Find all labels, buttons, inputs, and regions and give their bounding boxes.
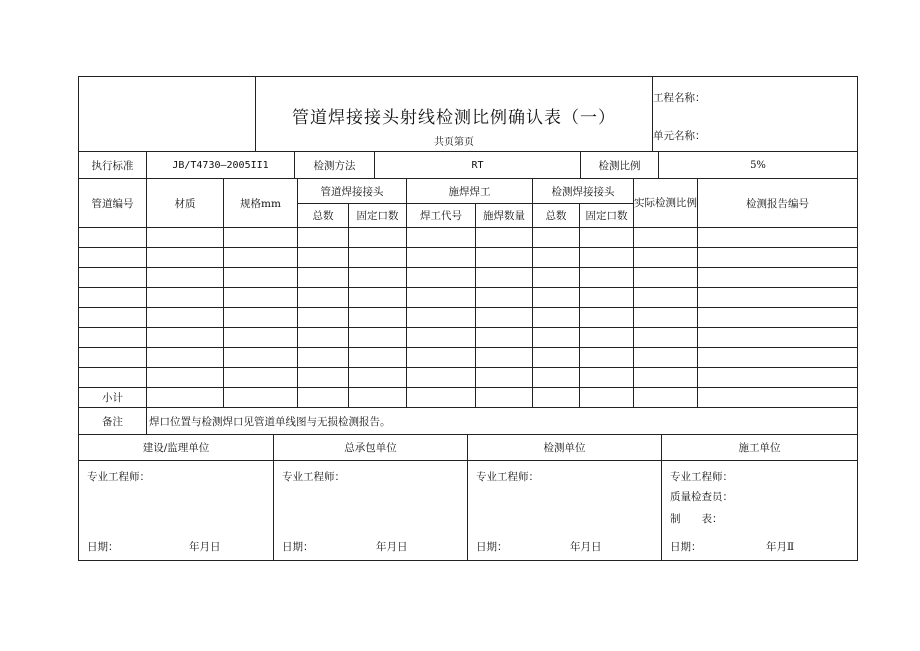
signature-date-label: 日期： xyxy=(282,541,314,553)
col-welder-group: 施焊焊工 xyxy=(407,179,533,204)
table-cell[interactable] xyxy=(476,248,533,268)
table-cell[interactable] xyxy=(298,228,349,248)
table-cell[interactable] xyxy=(79,348,147,368)
table-cell[interactable] xyxy=(533,368,580,388)
table-cell[interactable] xyxy=(79,288,147,308)
table-cell[interactable] xyxy=(634,308,698,328)
table-row xyxy=(79,248,858,268)
table-cell[interactable] xyxy=(580,228,634,248)
table-cell[interactable] xyxy=(349,268,407,288)
table-cell[interactable] xyxy=(580,328,634,348)
signature-line: 专业工程师： xyxy=(476,471,539,483)
table-cell[interactable] xyxy=(407,228,476,248)
subtotal-label: 小计 xyxy=(79,388,147,408)
table-cell[interactable] xyxy=(580,388,634,408)
table-cell[interactable] xyxy=(533,268,580,288)
table-cell[interactable] xyxy=(476,228,533,248)
table-cell[interactable] xyxy=(533,308,580,328)
signature-line: 专业工程师： xyxy=(282,471,345,483)
table-cell[interactable] xyxy=(224,368,298,388)
col-inspect-group: 检测焊接接头 xyxy=(533,179,634,204)
col-material: 材质 xyxy=(147,179,224,228)
table-cell[interactable] xyxy=(533,288,580,308)
table-cell[interactable] xyxy=(349,348,407,368)
table-cell[interactable] xyxy=(533,348,580,368)
table-cell[interactable] xyxy=(634,228,698,248)
table-cell[interactable] xyxy=(298,328,349,348)
table-cell[interactable] xyxy=(698,248,858,268)
title-cell xyxy=(256,77,653,152)
table-cell[interactable] xyxy=(634,268,698,288)
table-cell[interactable] xyxy=(533,228,580,248)
table-cell[interactable] xyxy=(634,388,698,408)
table-cell[interactable] xyxy=(79,268,147,288)
table-cell[interactable] xyxy=(407,248,476,268)
table-cell[interactable] xyxy=(147,388,224,408)
signature-line: 专业工程师： xyxy=(670,471,733,483)
ratio-label: 检测比例 xyxy=(581,152,659,179)
table-cell[interactable] xyxy=(224,348,298,368)
signature-date-ymd: 年月日 xyxy=(189,541,221,553)
table-row xyxy=(79,288,858,308)
confirmation-form xyxy=(78,76,857,561)
project-name-label: 工程名称： xyxy=(653,92,706,104)
table-cell[interactable] xyxy=(580,348,634,368)
method-label: 检测方法 xyxy=(295,152,375,179)
table-cell[interactable] xyxy=(147,328,224,348)
signature-headings xyxy=(79,435,858,461)
form-header xyxy=(78,76,858,152)
col-inspect-fixed: 固定口数 xyxy=(580,204,634,228)
table-cell[interactable] xyxy=(79,368,147,388)
table-cell[interactable] xyxy=(349,228,407,248)
remark-text: 焊口位置与检测焊口见管道单线图与无损检测报告。 xyxy=(147,408,858,435)
table-cell[interactable] xyxy=(476,308,533,328)
table-row xyxy=(79,328,858,348)
table-row xyxy=(79,228,858,248)
signature-date-ymd: 年月日 xyxy=(376,541,408,553)
table-cell[interactable] xyxy=(698,288,858,308)
table-cell[interactable] xyxy=(147,368,224,388)
signature-bodies xyxy=(79,461,858,561)
table-cell[interactable] xyxy=(580,248,634,268)
table-row xyxy=(79,268,858,288)
page-count: 共页第页 xyxy=(434,137,474,148)
weld-data-table xyxy=(78,178,858,435)
table-cell[interactable] xyxy=(349,288,407,308)
col-actual-ratio: 实际检测比例 xyxy=(634,179,698,228)
table-cell[interactable] xyxy=(349,328,407,348)
table-cell[interactable] xyxy=(147,348,224,368)
signature-block[interactable] xyxy=(662,461,858,561)
col-joint-group: 管道焊接接头 xyxy=(298,179,407,204)
table-cell[interactable] xyxy=(224,248,298,268)
table-cell[interactable] xyxy=(533,388,580,408)
col-inspect-total: 总数 xyxy=(533,204,580,228)
project-info-cell[interactable] xyxy=(653,77,858,152)
table-cell[interactable] xyxy=(634,348,698,368)
data-rows xyxy=(79,228,858,388)
method-value[interactable]: RT xyxy=(375,152,581,179)
signature-block[interactable] xyxy=(274,461,468,561)
table-cell[interactable] xyxy=(407,388,476,408)
remark-label: 备注 xyxy=(79,408,147,435)
signature-table xyxy=(78,434,858,561)
col-welder-code: 焊工代号 xyxy=(407,204,476,228)
signature-heading: 总承包单位 xyxy=(274,435,468,461)
table-cell[interactable] xyxy=(476,268,533,288)
table-cell[interactable] xyxy=(407,308,476,328)
signature-block[interactable] xyxy=(79,461,274,561)
table-cell[interactable] xyxy=(698,228,858,248)
signature-date-label: 日期： xyxy=(670,541,702,553)
table-cell[interactable] xyxy=(224,328,298,348)
table-cell[interactable] xyxy=(224,308,298,328)
table-row xyxy=(79,308,858,328)
table-cell[interactable] xyxy=(79,248,147,268)
table-row xyxy=(79,348,858,368)
col-joint-fixed: 固定口数 xyxy=(349,204,407,228)
col-welder-count: 施焊数量 xyxy=(476,204,533,228)
table-cell[interactable] xyxy=(634,288,698,308)
form-title: 管道焊接接头射线检测比例确认表（一） xyxy=(292,108,616,128)
signature-line: 制 表： xyxy=(670,513,723,525)
table-cell[interactable] xyxy=(476,368,533,388)
table-cell[interactable] xyxy=(634,248,698,268)
table-cell[interactable] xyxy=(298,308,349,328)
table-cell[interactable] xyxy=(476,328,533,348)
table-row xyxy=(79,368,858,388)
signature-heading: 检测单位 xyxy=(468,435,662,461)
table-cell[interactable] xyxy=(580,308,634,328)
table-cell[interactable] xyxy=(476,348,533,368)
table-cell[interactable] xyxy=(349,388,407,408)
table-cell[interactable] xyxy=(580,268,634,288)
table-cell[interactable] xyxy=(224,288,298,308)
table-cell[interactable] xyxy=(349,248,407,268)
col-pipe-no: 管道编号 xyxy=(79,179,147,228)
table-cell[interactable] xyxy=(407,368,476,388)
table-cell[interactable] xyxy=(634,368,698,388)
signature-date-label: 日期： xyxy=(476,541,508,553)
table-cell[interactable] xyxy=(407,268,476,288)
table-cell[interactable] xyxy=(147,228,224,248)
table-cell[interactable] xyxy=(147,288,224,308)
table-cell[interactable] xyxy=(79,328,147,348)
col-joint-total: 总数 xyxy=(298,204,349,228)
table-cell[interactable] xyxy=(698,308,858,328)
table-cell[interactable] xyxy=(407,328,476,348)
signature-heading: 施工单位 xyxy=(662,435,858,461)
table-cell[interactable] xyxy=(224,228,298,248)
table-cell[interactable] xyxy=(698,388,858,408)
table-cell[interactable] xyxy=(698,268,858,288)
table-cell[interactable] xyxy=(147,308,224,328)
table-cell[interactable] xyxy=(298,248,349,268)
table-cell[interactable] xyxy=(147,268,224,288)
col-spec: 规格mm xyxy=(224,179,298,228)
standard-label: 执行标准 xyxy=(79,152,147,179)
table-cell[interactable] xyxy=(476,388,533,408)
table-cell[interactable] xyxy=(533,328,580,348)
meta-row xyxy=(78,151,858,179)
table-cell[interactable] xyxy=(634,328,698,348)
table-cell[interactable] xyxy=(476,288,533,308)
table-cell[interactable] xyxy=(147,248,224,268)
signature-date-ymd: 年月日 xyxy=(570,541,602,553)
table-cell[interactable] xyxy=(580,368,634,388)
standard-value[interactable]: JB/T4730—2005II1 xyxy=(147,152,295,179)
signature-line: 质量检查员： xyxy=(670,491,733,503)
signature-line: 专业工程师： xyxy=(87,471,150,483)
col-report-no: 检测报告编号 xyxy=(698,179,858,228)
ratio-value[interactable]: 5% xyxy=(659,152,858,179)
table-cell[interactable] xyxy=(298,268,349,288)
table-cell[interactable] xyxy=(407,288,476,308)
table-cell[interactable] xyxy=(224,388,298,408)
signature-date-label: 日期： xyxy=(87,541,119,553)
logo-blank-cell xyxy=(79,77,256,152)
table-cell[interactable] xyxy=(298,388,349,408)
table-cell[interactable] xyxy=(298,288,349,308)
unit-name-label: 单元名称： xyxy=(653,130,706,142)
table-cell[interactable] xyxy=(79,228,147,248)
table-cell[interactable] xyxy=(698,348,858,368)
table-cell[interactable] xyxy=(407,348,476,368)
signature-block[interactable] xyxy=(468,461,662,561)
signature-heading: 建设/监理单位 xyxy=(79,435,274,461)
table-cell[interactable] xyxy=(298,368,349,388)
table-cell[interactable] xyxy=(349,308,407,328)
table-cell[interactable] xyxy=(349,368,407,388)
table-cell[interactable] xyxy=(298,348,349,368)
signature-date-ymd: 年月Ⅱ xyxy=(766,541,795,553)
table-cell[interactable] xyxy=(224,268,298,288)
table-cell[interactable] xyxy=(698,328,858,348)
table-cell[interactable] xyxy=(580,288,634,308)
table-cell[interactable] xyxy=(79,308,147,328)
table-cell[interactable] xyxy=(533,248,580,268)
table-cell[interactable] xyxy=(698,368,858,388)
